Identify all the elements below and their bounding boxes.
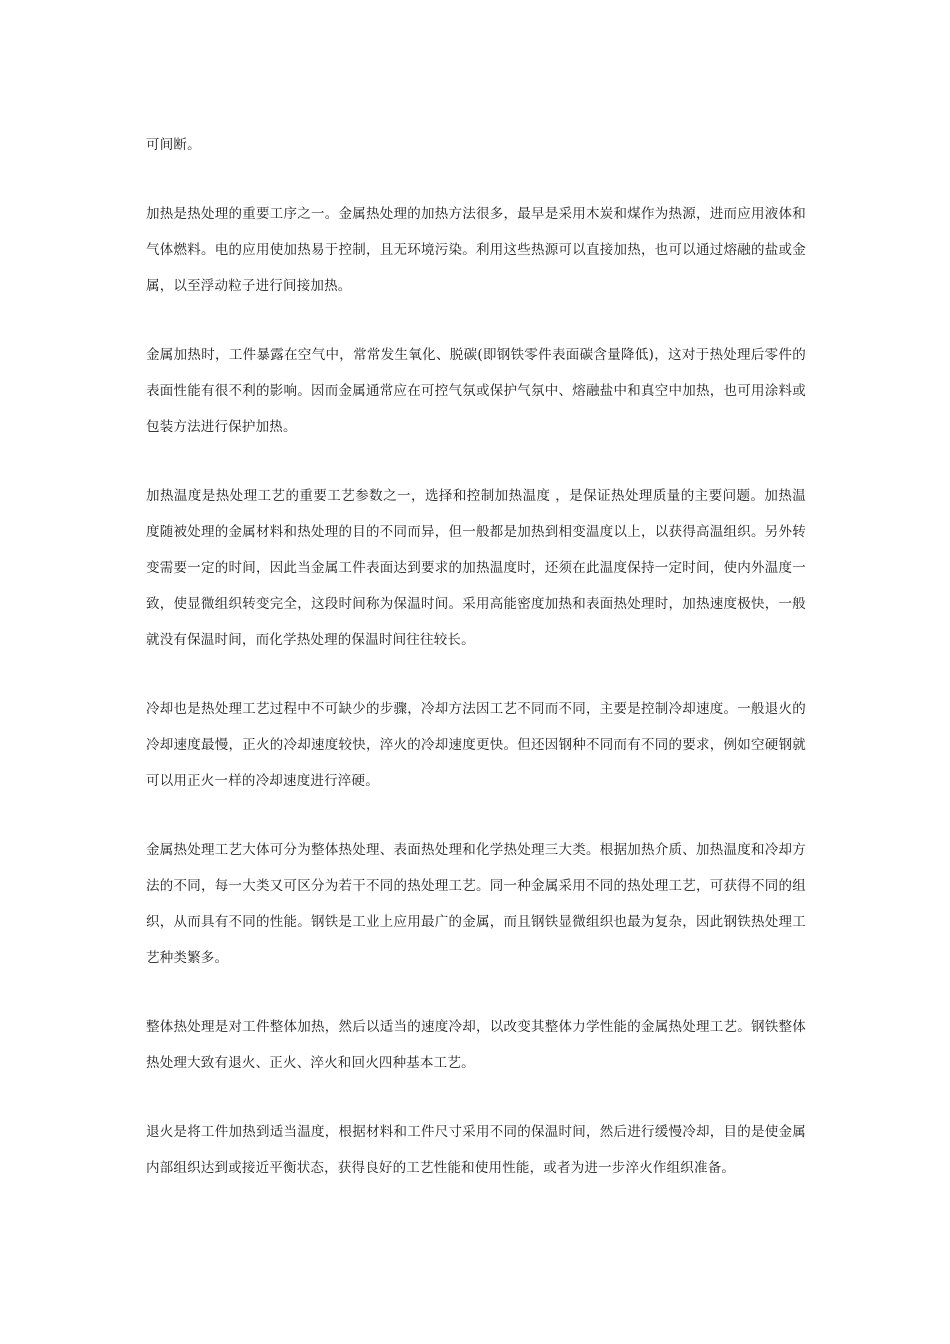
paragraph-heating-methods: 加热是热处理的重要工序之一。金属热处理的加热方法很多，最早是采用木炭和煤作为热源，进而应用液体和气体燃料。电的应用使加热易于控制，且无环境污染。利用这些热源可以直接加热，也可以通过熔融的盐或金属，以至浮动粒子进行间接加热。	[146, 206, 806, 294]
paragraph-heating-temperature: 加热温度是热处理工艺的重要工艺参数之一，选择和控制加热温度 ，是保证热处理质量的主要问题。加热温度随被处理的金属材料和热处理的目的不同而异，但一般都是加热到相变温度以上，以获得高温组织。另外转变需要一定的时间，因此当金属工件表面达到要求的加热温度时，还须在此温度保持一定时间，使内外温度一致，使显微组织转变完全，这段时间称为保温时间。采用高能密度加热和表面热处理时，加热速度极快，一般就没有保温时间，而化学热处理的保温时间往往较长。	[146, 488, 806, 648]
paragraph-continuation: 可间断。	[146, 137, 201, 153]
paragraph-overall-heat-treatment: 整体热处理是对工件整体加热，然后以适当的速度冷却，以改变其整体力学性能的金属热处理工艺。钢铁整体热处理大致有退火、正火、淬火和回火四种基本工艺。	[146, 1019, 806, 1071]
paragraph-process-categories: 金属热处理工艺大体可分为整体热处理、表面热处理和化学热处理三大类。根据加热介质、加热温度和冷却方法的不同，每一大类又可区分为若干不同的热处理工艺。同一种金属采用不同的热处理工艺，可获得不同的组织，从而具有不同的性能。钢铁是工业上应用最广的金属，而且钢铁显微组织也最为复杂，因此钢铁热处理工艺种类繁多。	[146, 842, 806, 966]
paragraph-oxidation-decarburization: 金属加热时，工件暴露在空气中，常常发生氧化、脱碳(即钢铁零件表面碳含量降低)，这对于热处理后零件的表面性能有很不利的影响。因而金属通常应在可控气氛或保护气氛中、熔融盐中和真空中加热，也可用涂料或包装方法进行保护加热。	[146, 347, 806, 435]
paragraph-annealing: 退火是将工件加热到适当温度，根据材料和工件尺寸采用不同的保温时间，然后进行缓慢冷却，目的是使金属内部组织达到或接近平衡状态，获得良好的工艺性能和使用性能，或者为进一步淬火作组织准备。	[146, 1124, 806, 1176]
document-body	[146, 127, 806, 1186]
paragraph-cooling: 冷却也是热处理工艺过程中不可缺少的步骤，冷却方法因工艺不同而不同，主要是控制冷却速度。一般退火的冷却速度最慢，正火的冷却速度较快，淬火的冷却速度更快。但还因钢种不同而有不同的要求，例如空硬钢就可以用正火一样的冷却速度进行淬硬。	[146, 701, 806, 789]
